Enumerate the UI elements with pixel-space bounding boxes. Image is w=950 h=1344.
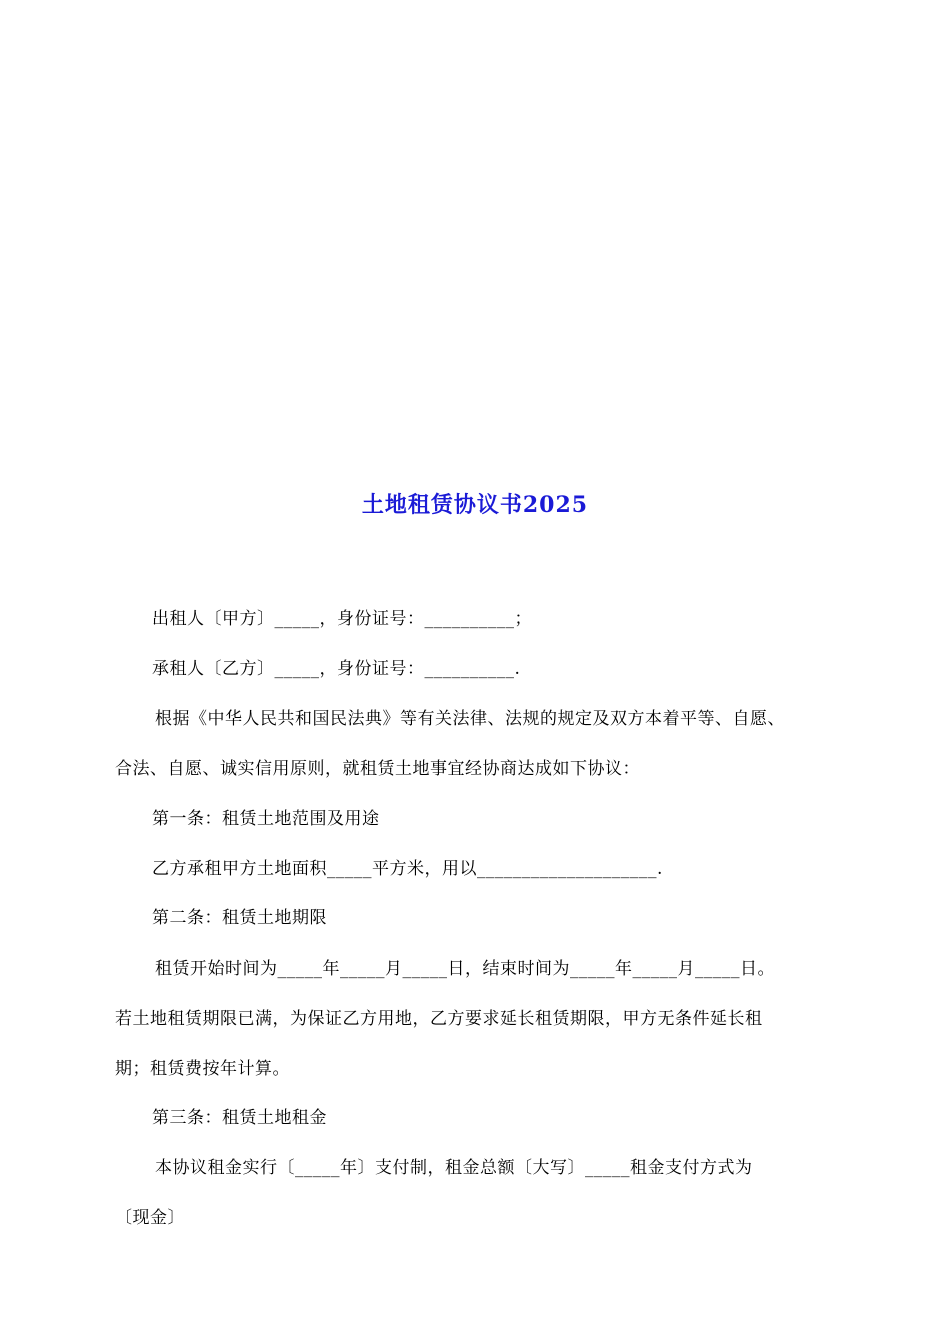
lessee-line: 承租人〔乙方〕_____，身份证号：__________.	[152, 659, 521, 679]
article-2-body-line-3: 期；租赁费按年计算。	[115, 1059, 290, 1079]
preamble-line-2: 合法、自愿、诚实信用原则，就租赁土地事宜经协商达成如下协议：	[115, 759, 640, 779]
article-2-body-line-2: 若土地租赁期限已满，为保证乙方用地，乙方要求延长租赁期限，甲方无条件延长租	[115, 1009, 763, 1029]
preamble-line-1: 根据《中华人民共和国民法典》等有关法律、法规的规定及双方本着平等、自愿、	[155, 709, 785, 729]
lessor-line: 出租人〔甲方〕_____，身份证号：__________；	[152, 609, 532, 629]
article-1-heading: 第一条：租赁土地范围及用途	[152, 809, 380, 829]
article-1-body: 乙方承租甲方土地面积_____平方米，用以____________________.	[152, 859, 663, 879]
article-2-heading: 第二条：租赁土地期限	[152, 908, 327, 928]
article-3-heading: 第三条：租赁土地租金	[152, 1108, 327, 1128]
article-3-body-line-1: 本协议租金实行〔_____年〕支付制，租金总额〔大写〕_____租金支付方式为	[155, 1158, 753, 1178]
article-3-body-line-2: 〔现金〕	[115, 1208, 185, 1228]
document-title: 土地租赁协议书2025	[361, 492, 589, 518]
article-2-body-line-1: 租赁开始时间为_____年_____月_____日，结束时间为_____年_____月_____日。	[155, 959, 775, 979]
